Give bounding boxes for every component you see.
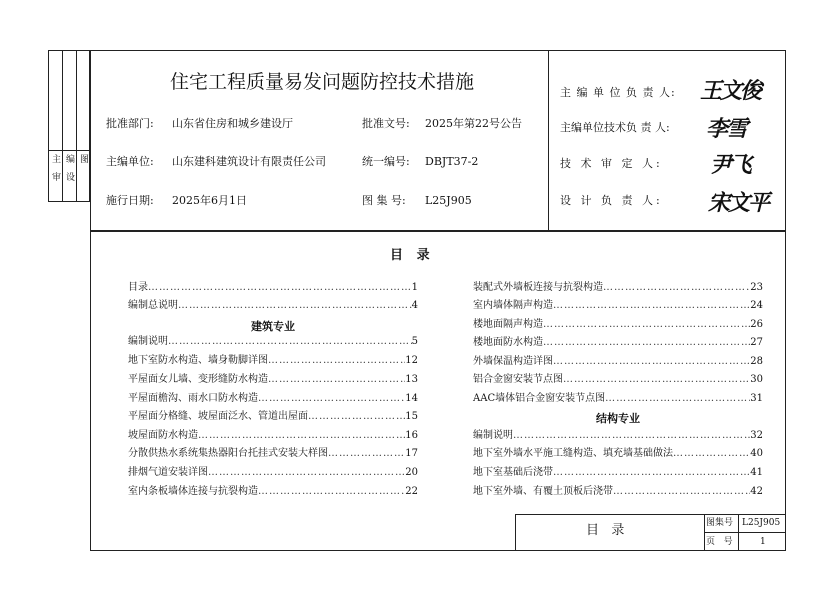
role-tech-review: 技 术 审 定 人:: [560, 157, 663, 170]
unified-no-value: DBJT37-2: [425, 155, 479, 168]
role-chief-editor: 主 编 单 位 负 责 人:: [560, 86, 676, 99]
toc-item[interactable]: 地下室外墙水平施工缝构造、填充墙基础做法 …………………………………………………………………………………………………………………………… 40: [473, 446, 763, 462]
atlas-no-label: 图 集 号:: [362, 194, 406, 207]
toc-item[interactable]: 外墙保温构造详图 …………………………………………………………………………………………………………………………… 28: [473, 354, 763, 370]
title-block-name: 目 录: [586, 523, 625, 538]
toc-item[interactable]: 地下室基础后浇带 …………………………………………………………………………………………………………………………… 41: [473, 465, 763, 481]
role-tech-lead: 主编单位技术负 责 人:: [560, 121, 670, 134]
document-title: 住宅工程质量易发问题防控技术措施: [170, 71, 475, 93]
signature-tech-review: 尹飞: [710, 152, 751, 178]
editor-unit-label: 主编单位:: [106, 155, 154, 168]
strip-cell-1: 图: [78, 154, 88, 163]
toc-item[interactable]: 室内条板墙体连接与抗裂构造 …………………………………………………………………………………………………………………………… 22: [128, 484, 418, 500]
toc-item[interactable]: 目录 …………………………………………………………………………………………………………………………… 1: [128, 280, 418, 296]
toc-item[interactable]: 坡屋面防水构造 …………………………………………………………………………………………………………………………… 16: [128, 428, 418, 444]
toc-item[interactable]: 地下室防水构造、墙身勒脚详图 …………………………………………………………………………………………………………………………… 12: [128, 353, 418, 369]
toc-item[interactable]: 铝合金窗安装节点图 …………………………………………………………………………………………………………………………… 30: [473, 372, 763, 388]
approval-dept-value: 山东省住房和城乡建设厅: [172, 117, 293, 130]
atlas-no-value: L25J905: [425, 194, 472, 207]
editor-unit-value: 山东建科建筑设计有限责任公司: [172, 155, 326, 168]
page-label: 页 号: [706, 537, 733, 547]
toc-item[interactable]: AAC墙体铝合金窗安装节点图 …………………………………………………………………………………………………………………………… 31: [473, 391, 763, 407]
toc-item[interactable]: 平屋面女儿墙、变形缝防水构造 …………………………………………………………………………………………………………………………… 13: [128, 372, 418, 388]
toc-item[interactable]: 编制说明 …………………………………………………………………………………………………………………………… 32: [473, 428, 763, 444]
toc-item[interactable]: 编制总说明 …………………………………………………………………………………………………………………………… 4: [128, 298, 418, 314]
toc-item[interactable]: 装配式外墙板连接与抗裂构造 …………………………………………………………………………………………………………………………… 23: [473, 280, 763, 296]
toc-item[interactable]: 编制说明 …………………………………………………………………………………………………………………………… 5: [128, 334, 418, 350]
toc-item[interactable]: 地下室外墙、有覆土顶板后浇带 …………………………………………………………………………………………………………………………… 42: [473, 484, 763, 500]
toc-item[interactable]: 分散供热水系统集热器阳台托挂式安装大样图 …………………………………………………………………………………………………………………………… 17: [128, 446, 418, 462]
toc-section-structure: 结构专业: [596, 412, 640, 425]
signature-design-lead: 宋文平: [708, 190, 769, 216]
strip-cell-2: 主: [50, 154, 60, 163]
effective-date-label: 施行日期:: [106, 194, 154, 207]
approval-no-value: 2025年第22号公告: [425, 117, 522, 130]
toc-item[interactable]: 室内墙体隔声构造 …………………………………………………………………………………………………………………………… 24: [473, 298, 763, 314]
effective-date-value: 2025年6月1日: [172, 194, 247, 207]
toc-item[interactable]: 楼地面防水构造 …………………………………………………………………………………………………………………………… 27: [473, 335, 763, 351]
signature-tech-lead: 李雪: [706, 116, 747, 142]
strip-cell-4: 审: [50, 172, 60, 181]
toc-section-architecture: 建筑专业: [251, 320, 295, 333]
atlas-value: L25J905: [742, 518, 781, 528]
approval-no-label: 批准文号:: [362, 117, 410, 130]
approval-dept-label: 批准部门:: [106, 117, 154, 130]
toc-heading: 目 录: [390, 248, 430, 263]
strip-cell-3: 编: [64, 154, 74, 163]
toc-item[interactable]: 平屋面檐沟、雨水口防水构造 …………………………………………………………………………………………………………………………… 14: [128, 391, 418, 407]
signature-chief-editor: 王文俊: [700, 78, 761, 104]
strip-cell-5: 设: [64, 172, 74, 181]
page-value: 1: [760, 537, 766, 547]
role-design-lead: 设 计 负 责 人:: [560, 194, 663, 207]
toc-item[interactable]: 楼地面隔声构造 …………………………………………………………………………………………………………………………… 26: [473, 317, 763, 333]
toc-item[interactable]: 平屋面分格缝、坡屋面泛水、管道出屋面 …………………………………………………………………………………………………………………………… 15: [128, 409, 418, 425]
unified-no-label: 统一编号:: [362, 155, 410, 168]
atlas-label: 图集号: [706, 518, 734, 528]
toc-item[interactable]: 排烟气道安装详图 …………………………………………………………………………………………………………………………… 20: [128, 465, 418, 481]
